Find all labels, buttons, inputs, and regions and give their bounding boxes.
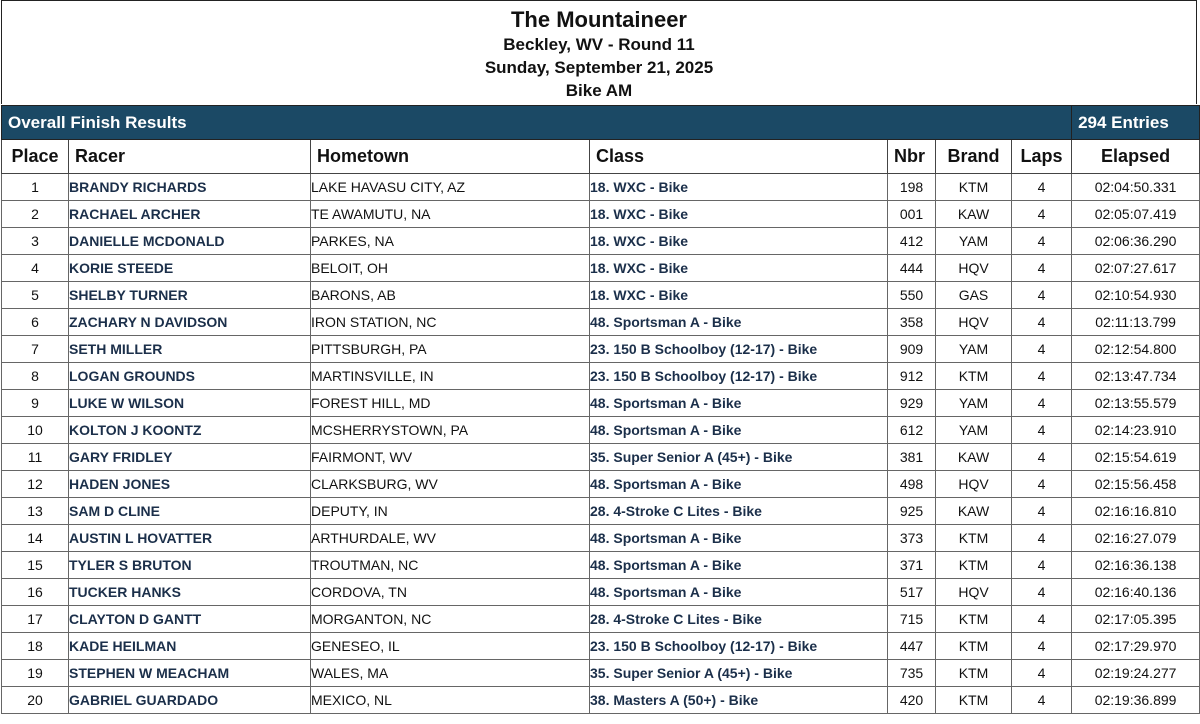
results-table	[1, 105, 1200, 714]
col-header-nbr: Nbr	[888, 140, 936, 174]
cell-elapsed: 02:19:36.899	[1072, 687, 1200, 714]
cell-racer: GABRIEL GUARDADO	[69, 687, 311, 714]
event-date: Sunday, September 21, 2025	[484, 58, 714, 77]
table-row	[2, 282, 1200, 309]
cell-class: 23. 150 B Schoolboy (12-17) - Bike	[590, 633, 888, 660]
cell-racer: ZACHARY N DAVIDSON	[69, 309, 311, 336]
cell-place: 17	[2, 606, 69, 633]
cell-brand: HQV	[936, 255, 1012, 282]
cell-nbr: 517	[888, 579, 936, 606]
cell-nbr: 912	[888, 363, 936, 390]
cell-laps: 4	[1012, 444, 1072, 471]
cell-place: 20	[2, 687, 69, 714]
cell-racer: TUCKER HANKS	[69, 579, 311, 606]
cell-laps: 4	[1012, 309, 1072, 336]
cell-class: 18. WXC - Bike	[590, 282, 888, 309]
cell-brand: HQV	[936, 471, 1012, 498]
cell-class: 48. Sportsman A - Bike	[590, 417, 888, 444]
cell-class: 18. WXC - Bike	[590, 174, 888, 201]
table-row	[2, 417, 1200, 444]
cell-hometown: MORGANTON, NC	[311, 606, 590, 633]
cell-laps: 4	[1012, 660, 1072, 687]
col-header-elapsed: Elapsed	[1072, 140, 1200, 174]
cell-elapsed: 02:15:54.619	[1072, 444, 1200, 471]
cell-laps: 4	[1012, 633, 1072, 660]
cell-brand: KTM	[936, 633, 1012, 660]
table-row	[2, 552, 1200, 579]
cell-nbr: 373	[888, 525, 936, 552]
cell-nbr: 909	[888, 336, 936, 363]
cell-elapsed: 02:13:55.579	[1072, 390, 1200, 417]
cell-class: 48. Sportsman A - Bike	[590, 525, 888, 552]
cell-racer: STEPHEN W MEACHAM	[69, 660, 311, 687]
column-header-row	[2, 140, 1200, 174]
cell-laps: 4	[1012, 390, 1072, 417]
cell-place: 7	[2, 336, 69, 363]
cell-laps: 4	[1012, 228, 1072, 255]
col-header-racer: Racer	[69, 140, 311, 174]
cell-place: 12	[2, 471, 69, 498]
cell-place: 4	[2, 255, 69, 282]
cell-laps: 4	[1012, 174, 1072, 201]
cell-class: 18. WXC - Bike	[590, 255, 888, 282]
cell-laps: 4	[1012, 363, 1072, 390]
cell-hometown: TROUTMAN, NC	[311, 552, 590, 579]
cell-class: 28. 4-Stroke C Lites - Bike	[590, 606, 888, 633]
cell-brand: KTM	[936, 363, 1012, 390]
cell-elapsed: 02:16:40.136	[1072, 579, 1200, 606]
results-banner	[2, 106, 1200, 140]
cell-brand: HQV	[936, 309, 1012, 336]
table-row	[2, 687, 1200, 714]
table-row	[2, 606, 1200, 633]
cell-elapsed: 02:10:54.930	[1072, 282, 1200, 309]
table-row	[2, 363, 1200, 390]
cell-laps: 4	[1012, 336, 1072, 363]
cell-place: 1	[2, 174, 69, 201]
cell-class: 28. 4-Stroke C Lites - Bike	[590, 498, 888, 525]
cell-nbr: 001	[888, 201, 936, 228]
cell-elapsed: 02:12:54.800	[1072, 336, 1200, 363]
cell-hometown: LAKE HAVASU CITY, AZ	[311, 174, 590, 201]
table-row	[2, 579, 1200, 606]
cell-nbr: 358	[888, 309, 936, 336]
cell-brand: KTM	[936, 525, 1012, 552]
cell-class: 23. 150 B Schoolboy (12-17) - Bike	[590, 363, 888, 390]
event-location: Beckley, WV - Round 11	[503, 35, 695, 54]
cell-nbr: 412	[888, 228, 936, 255]
cell-hometown: PITTSBURGH, PA	[311, 336, 590, 363]
cell-elapsed: 02:19:24.277	[1072, 660, 1200, 687]
cell-brand: KAW	[936, 201, 1012, 228]
cell-elapsed: 02:17:05.395	[1072, 606, 1200, 633]
cell-brand: KTM	[936, 687, 1012, 714]
cell-nbr: 925	[888, 498, 936, 525]
cell-hometown: BARONS, AB	[311, 282, 590, 309]
cell-nbr: 612	[888, 417, 936, 444]
table-row	[2, 660, 1200, 687]
cell-laps: 4	[1012, 255, 1072, 282]
cell-place: 9	[2, 390, 69, 417]
table-row	[2, 228, 1200, 255]
event-session: Bike AM	[565, 81, 633, 100]
cell-hometown: FAIRMONT, WV	[311, 444, 590, 471]
cell-place: 2	[2, 201, 69, 228]
col-header-laps: Laps	[1012, 140, 1072, 174]
cell-elapsed: 02:16:27.079	[1072, 525, 1200, 552]
cell-hometown: CORDOVA, TN	[311, 579, 590, 606]
table-row	[2, 498, 1200, 525]
cell-class: 48. Sportsman A - Bike	[590, 579, 888, 606]
cell-hometown: ARTHURDALE, WV	[311, 525, 590, 552]
cell-place: 13	[2, 498, 69, 525]
cell-nbr: 447	[888, 633, 936, 660]
cell-hometown: IRON STATION, NC	[311, 309, 590, 336]
cell-nbr: 550	[888, 282, 936, 309]
cell-place: 8	[2, 363, 69, 390]
cell-class: 35. Super Senior A (45+) - Bike	[590, 444, 888, 471]
table-row	[2, 336, 1200, 363]
cell-place: 16	[2, 579, 69, 606]
cell-place: 10	[2, 417, 69, 444]
table-row	[2, 309, 1200, 336]
cell-brand: KAW	[936, 444, 1012, 471]
cell-racer: HADEN JONES	[69, 471, 311, 498]
table-row	[2, 444, 1200, 471]
event-header	[1, 0, 1197, 104]
col-header-brand: Brand	[936, 140, 1012, 174]
cell-place: 6	[2, 309, 69, 336]
cell-elapsed: 02:14:23.910	[1072, 417, 1200, 444]
cell-class: 18. WXC - Bike	[590, 201, 888, 228]
cell-hometown: MCSHERRYSTOWN, PA	[311, 417, 590, 444]
cell-brand: HQV	[936, 579, 1012, 606]
cell-brand: KTM	[936, 606, 1012, 633]
cell-brand: KTM	[936, 660, 1012, 687]
cell-nbr: 735	[888, 660, 936, 687]
cell-laps: 4	[1012, 525, 1072, 552]
cell-racer: RACHAEL ARCHER	[69, 201, 311, 228]
cell-brand: KTM	[936, 174, 1012, 201]
cell-elapsed: 02:15:56.458	[1072, 471, 1200, 498]
cell-racer: KOLTON J KOONTZ	[69, 417, 311, 444]
cell-brand: GAS	[936, 282, 1012, 309]
banner-label: Overall Finish Results	[2, 106, 1072, 140]
cell-laps: 4	[1012, 606, 1072, 633]
cell-nbr: 198	[888, 174, 936, 201]
cell-hometown: MEXICO, NL	[311, 687, 590, 714]
cell-laps: 4	[1012, 417, 1072, 444]
cell-place: 14	[2, 525, 69, 552]
cell-hometown: FOREST HILL, MD	[311, 390, 590, 417]
cell-racer: KORIE STEEDE	[69, 255, 311, 282]
cell-nbr: 371	[888, 552, 936, 579]
table-row	[2, 390, 1200, 417]
cell-class: 48. Sportsman A - Bike	[590, 309, 888, 336]
cell-racer: CLAYTON D GANTT	[69, 606, 311, 633]
cell-class: 48. Sportsman A - Bike	[590, 471, 888, 498]
cell-elapsed: 02:07:27.617	[1072, 255, 1200, 282]
entries-count: 294 Entries	[1072, 106, 1200, 140]
cell-hometown: PARKES, NA	[311, 228, 590, 255]
cell-hometown: GENESEO, IL	[311, 633, 590, 660]
cell-place: 11	[2, 444, 69, 471]
table-row	[2, 633, 1200, 660]
cell-racer: AUSTIN L HOVATTER	[69, 525, 311, 552]
cell-elapsed: 02:13:47.734	[1072, 363, 1200, 390]
cell-hometown: WALES, MA	[311, 660, 590, 687]
cell-elapsed: 02:17:29.970	[1072, 633, 1200, 660]
cell-racer: GARY FRIDLEY	[69, 444, 311, 471]
cell-laps: 4	[1012, 201, 1072, 228]
cell-elapsed: 02:06:36.290	[1072, 228, 1200, 255]
cell-hometown: DEPUTY, IN	[311, 498, 590, 525]
col-header-class: Class	[590, 140, 888, 174]
cell-laps: 4	[1012, 498, 1072, 525]
cell-place: 5	[2, 282, 69, 309]
cell-class: 48. Sportsman A - Bike	[590, 390, 888, 417]
cell-brand: YAM	[936, 228, 1012, 255]
cell-racer: SAM D CLINE	[69, 498, 311, 525]
cell-laps: 4	[1012, 579, 1072, 606]
table-row	[2, 471, 1200, 498]
cell-nbr: 498	[888, 471, 936, 498]
cell-nbr: 715	[888, 606, 936, 633]
cell-nbr: 929	[888, 390, 936, 417]
table-row	[2, 201, 1200, 228]
cell-brand: YAM	[936, 390, 1012, 417]
cell-hometown: TE AWAMUTU, NA	[311, 201, 590, 228]
cell-place: 19	[2, 660, 69, 687]
table-row	[2, 174, 1200, 201]
cell-brand: KAW	[936, 498, 1012, 525]
cell-racer: TYLER S BRUTON	[69, 552, 311, 579]
cell-class: 38. Masters A (50+) - Bike	[590, 687, 888, 714]
table-row	[2, 255, 1200, 282]
cell-class: 48. Sportsman A - Bike	[590, 552, 888, 579]
cell-racer: LOGAN GROUNDS	[69, 363, 311, 390]
cell-hometown: MARTINSVILLE, IN	[311, 363, 590, 390]
cell-brand: YAM	[936, 336, 1012, 363]
cell-racer: BRANDY RICHARDS	[69, 174, 311, 201]
cell-racer: DANIELLE MCDONALD	[69, 228, 311, 255]
event-title: The Mountaineer	[510, 7, 687, 32]
cell-class: 23. 150 B Schoolboy (12-17) - Bike	[590, 336, 888, 363]
cell-elapsed: 02:16:36.138	[1072, 552, 1200, 579]
cell-racer: SHELBY TURNER	[69, 282, 311, 309]
cell-laps: 4	[1012, 687, 1072, 714]
cell-nbr: 381	[888, 444, 936, 471]
cell-brand: KTM	[936, 552, 1012, 579]
cell-place: 3	[2, 228, 69, 255]
cell-place: 15	[2, 552, 69, 579]
table-row	[2, 525, 1200, 552]
col-header-hometown: Hometown	[311, 140, 590, 174]
cell-elapsed: 02:11:13.799	[1072, 309, 1200, 336]
cell-hometown: CLARKSBURG, WV	[311, 471, 590, 498]
cell-elapsed: 02:04:50.331	[1072, 174, 1200, 201]
cell-place: 18	[2, 633, 69, 660]
cell-class: 18. WXC - Bike	[590, 228, 888, 255]
col-header-place: Place	[2, 140, 69, 174]
cell-elapsed: 02:16:16.810	[1072, 498, 1200, 525]
cell-elapsed: 02:05:07.419	[1072, 201, 1200, 228]
cell-laps: 4	[1012, 552, 1072, 579]
cell-racer: KADE HEILMAN	[69, 633, 311, 660]
cell-brand: YAM	[936, 417, 1012, 444]
cell-laps: 4	[1012, 282, 1072, 309]
cell-racer: SETH MILLER	[69, 336, 311, 363]
cell-nbr: 444	[888, 255, 936, 282]
cell-nbr: 420	[888, 687, 936, 714]
cell-class: 35. Super Senior A (45+) - Bike	[590, 660, 888, 687]
cell-laps: 4	[1012, 471, 1072, 498]
cell-racer: LUKE W WILSON	[69, 390, 311, 417]
cell-hometown: BELOIT, OH	[311, 255, 590, 282]
